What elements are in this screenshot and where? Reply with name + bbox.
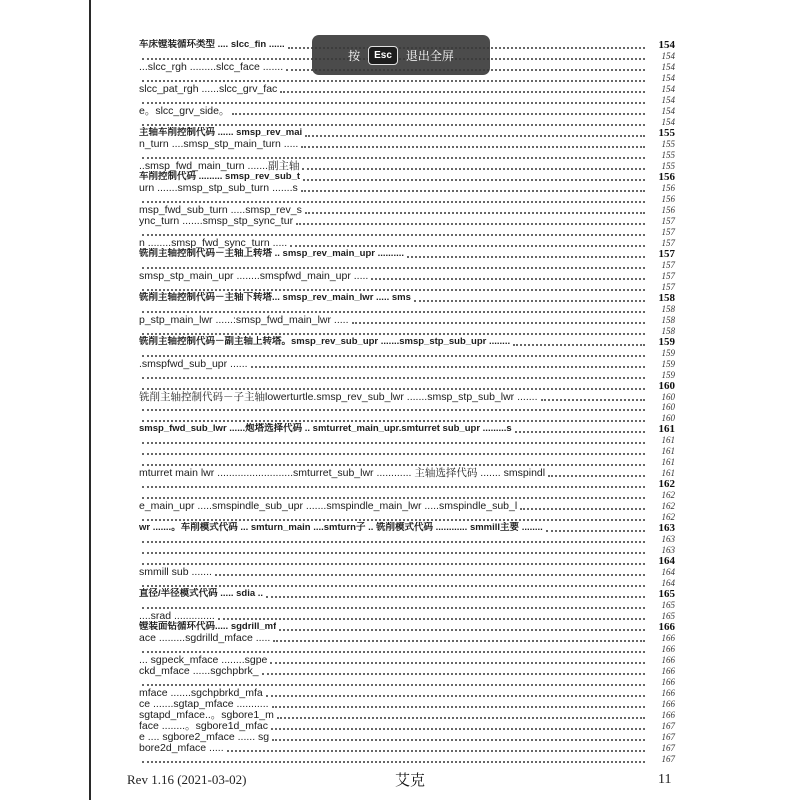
toc-page-number: 161 — [661, 468, 675, 478]
toc-entry-text: 直径/半径模式代码 ..... sdia .. — [139, 588, 264, 599]
toc-entry-text: smsp_fwd_sub_lwr ......炮塔选择代码 .. smturret_main_upr.smturret sub_upr .........s — [139, 423, 512, 434]
toc-page-number: 157 — [661, 238, 675, 248]
toc-entry-text: smsp_stp_main_upr ........smspfwd_main_upr ..... — [139, 270, 369, 282]
toc-page-number: 166 — [661, 710, 675, 720]
toc-page-number: 154 — [661, 95, 675, 105]
toc-page-number: 162 — [661, 490, 675, 500]
toc-page-number: 155 — [661, 150, 675, 160]
toc-page-number: 166 — [661, 677, 675, 687]
toc-page-number: 155 — [658, 127, 675, 139]
toc-entry-text: 主轴车削控制代码 ...... smsp_rev_mai — [139, 127, 303, 138]
toc-page-number: 160 — [661, 413, 675, 423]
toc-page-number: 161 — [661, 457, 675, 467]
toc-entry-text: mturret main lwr ..........................smturret_sub_lwr ............ 主轴选择代码 ....... smspindl — [139, 467, 546, 479]
toc-entry-text: urn .......smsp_stp_sub_turn .......s — [139, 182, 298, 194]
toc-entry-text: 铣削主轴控制代码－子主轴lowerturtle.smsp_rev_sub_lwr .......smsp_stp_sub_lwr ....... — [139, 391, 538, 403]
toc-page-number: 158 — [661, 326, 675, 336]
toc-entry-text: 铣削主轴控制代码－主轴下转塔... smsp_rev_main_lwr ..... sms — [139, 292, 411, 303]
footer-center-label: 艾克 — [395, 772, 426, 789]
toc-page-number: 164 — [661, 578, 675, 588]
toc-entry-text: e_main_upr .....smspindle_sub_upr .......smspindle_main_lwr .....smspindle_sub_l — [139, 500, 518, 512]
toc-page-number: 156 — [658, 171, 675, 183]
toc-entry-text: mface .......sgchpbrkd_mfa — [139, 687, 263, 699]
toc-entry-text: ..smsp_fwd_main_turn .......副主轴 — [139, 160, 300, 172]
toc-entry-text: p_stp_main_lwr ......:smsp_fwd_main_lwr ..... — [139, 314, 349, 326]
toc-page-number: 154 — [661, 84, 675, 94]
toc-page-number: 167 — [661, 754, 675, 764]
toc-entry-text: 铣削主轴控制代码－主轴上转塔 .. smsp_rev_main_upr .......... — [139, 248, 404, 259]
toc-page-number: 165 — [658, 588, 675, 600]
toc-page-number: 155 — [661, 139, 675, 149]
toc-page-number: 167 — [661, 732, 675, 742]
toc-entry-text: msp_fwd_sub_turn .....smsp_rev_s — [139, 204, 302, 216]
toc-page-number: 154 — [661, 62, 675, 72]
toc-page-number: 162 — [661, 512, 675, 522]
toc-entry-text: ync_turn .......smsp_stp_sync_tur — [139, 215, 294, 227]
toc-page-number: 166 — [661, 655, 675, 665]
footer-revision: Rev 1.16 (2021-03-02) — [127, 772, 247, 787]
toc-page-number: 156 — [661, 183, 675, 193]
toc-page-number: 166 — [658, 621, 675, 633]
toc-page-number: 154 — [661, 73, 675, 83]
toc-entry-text: ...slcc_rgh .........slcc_face ....... — [139, 61, 284, 73]
toc-page-number: 160 — [658, 380, 675, 392]
toc-page-number: 162 — [658, 478, 675, 490]
toc-page-number: 156 — [661, 205, 675, 215]
toc-page-number: 157 — [658, 248, 675, 260]
toc-page-number: 157 — [661, 271, 675, 281]
toc-entry-text: slcc_pat_rgh ......slcc_grv_fac — [139, 83, 278, 95]
toc-entry-text: .smspfwd_sub_upr ...... — [139, 358, 248, 370]
toc-page-number: 163 — [661, 534, 675, 544]
dot-leader — [142, 761, 645, 763]
toc-entry-text: bore2d_mface ..... — [139, 742, 224, 754]
toc-page-number: 165 — [661, 611, 675, 621]
toc-page-number: 155 — [661, 161, 675, 171]
toc-page-number: 157 — [661, 282, 675, 292]
toc-page-number: 160 — [661, 392, 675, 402]
toc-page-number: 164 — [658, 555, 675, 567]
toc-entry-text: n ........smsp_fwd_sync_turn ..... — [139, 237, 288, 249]
toc-page-number: 166 — [661, 633, 675, 643]
toc-entry-text: smmill sub ....... — [139, 566, 212, 578]
toc-entry-text: 车床镗装循环类型 .... slcc_fin ...... — [139, 39, 285, 50]
toc-entry-text: e .... sgbore2_mface ...... sg — [139, 731, 270, 743]
toc-page-number: 157 — [661, 216, 675, 226]
toc-page-number: 154 — [658, 39, 675, 51]
toc-entry-text: e。slcc_grv_side。 — [139, 105, 230, 117]
toc-page-number: 159 — [658, 336, 675, 348]
toc-entry-text: ce .......sgtap_mface ........... — [139, 698, 269, 710]
toc-entry[interactable] — [139, 752, 675, 765]
footer-page-number: 11 — [658, 772, 672, 787]
hint-prefix: 按 — [348, 48, 361, 63]
toc-page-number: 166 — [661, 644, 675, 654]
toc-page-number: 157 — [661, 260, 675, 270]
toc-page-number: 161 — [661, 446, 675, 456]
toc-page-number: 159 — [661, 359, 675, 369]
toc-page-number: 159 — [661, 370, 675, 380]
toc-page-number: 167 — [661, 743, 675, 753]
toc-page-number: 154 — [661, 106, 675, 116]
toc-page-number: 166 — [661, 688, 675, 698]
toc-page-number: 166 — [661, 699, 675, 709]
toc-entry-text: ckd_mface ......sgchpbrk_ — [139, 665, 259, 677]
toc-entry-text: 车削控制代码 ......... smsp_rev_sub_t — [139, 171, 301, 182]
toc-page-number: 160 — [661, 402, 675, 412]
toc-page-number: 158 — [661, 304, 675, 314]
toc-page-number: 165 — [661, 600, 675, 610]
toc-entry-text: n_turn ....smsp_stp_main_turn ..... — [139, 138, 299, 150]
toc-entry-text: ... sgpeck_mface ........sgpe — [139, 654, 268, 666]
toc-page-number: 166 — [661, 666, 675, 676]
toc-page-number: 162 — [661, 501, 675, 511]
toc-page-number: 161 — [661, 435, 675, 445]
toc-entry-text: face ........。sgbore1d_mfac — [139, 720, 268, 732]
toc-page-number: 158 — [661, 315, 675, 325]
toc-page-number: 158 — [658, 292, 675, 304]
toc-page-number: 163 — [658, 522, 675, 534]
toc-entry-text: ace .........sgdrilld_mface ..... — [139, 632, 271, 644]
esc-key-icon[interactable]: Esc — [368, 46, 398, 65]
toc-page-number: 154 — [661, 51, 675, 61]
toc-page-number: 154 — [661, 117, 675, 127]
fullscreen-exit-hint[interactable] — [312, 35, 490, 75]
toc-entry-text: wr .......。车削模式代码 ... smturn_main ....smturn子 .. 铣削模式代码 ............ smmill主要 ........ — [139, 522, 543, 533]
hint-suffix: 退出全屏 — [405, 48, 454, 63]
toc-entry-text: ....srad .............. — [139, 610, 215, 622]
toc-entry-text: 镗装面钻循环代码..... sgdrill_mf — [139, 621, 277, 632]
toc-page-number: 161 — [658, 423, 675, 435]
toc-entry-text: sgtapd_mface..。sgbore1_m — [139, 709, 274, 721]
toc-page-number: 167 — [661, 721, 675, 731]
toc-page-number: 163 — [661, 545, 675, 555]
toc-entry-text: 铣削主轴控制代码－副主轴上转塔。smsp_rev_sub_upr .......smsp_stp_sub_upr ........ — [139, 336, 511, 347]
toc-page-number: 164 — [661, 567, 675, 577]
toc-page-number: 156 — [661, 194, 675, 204]
toc-page-number: 159 — [661, 348, 675, 358]
toc-page-number: 157 — [661, 227, 675, 237]
